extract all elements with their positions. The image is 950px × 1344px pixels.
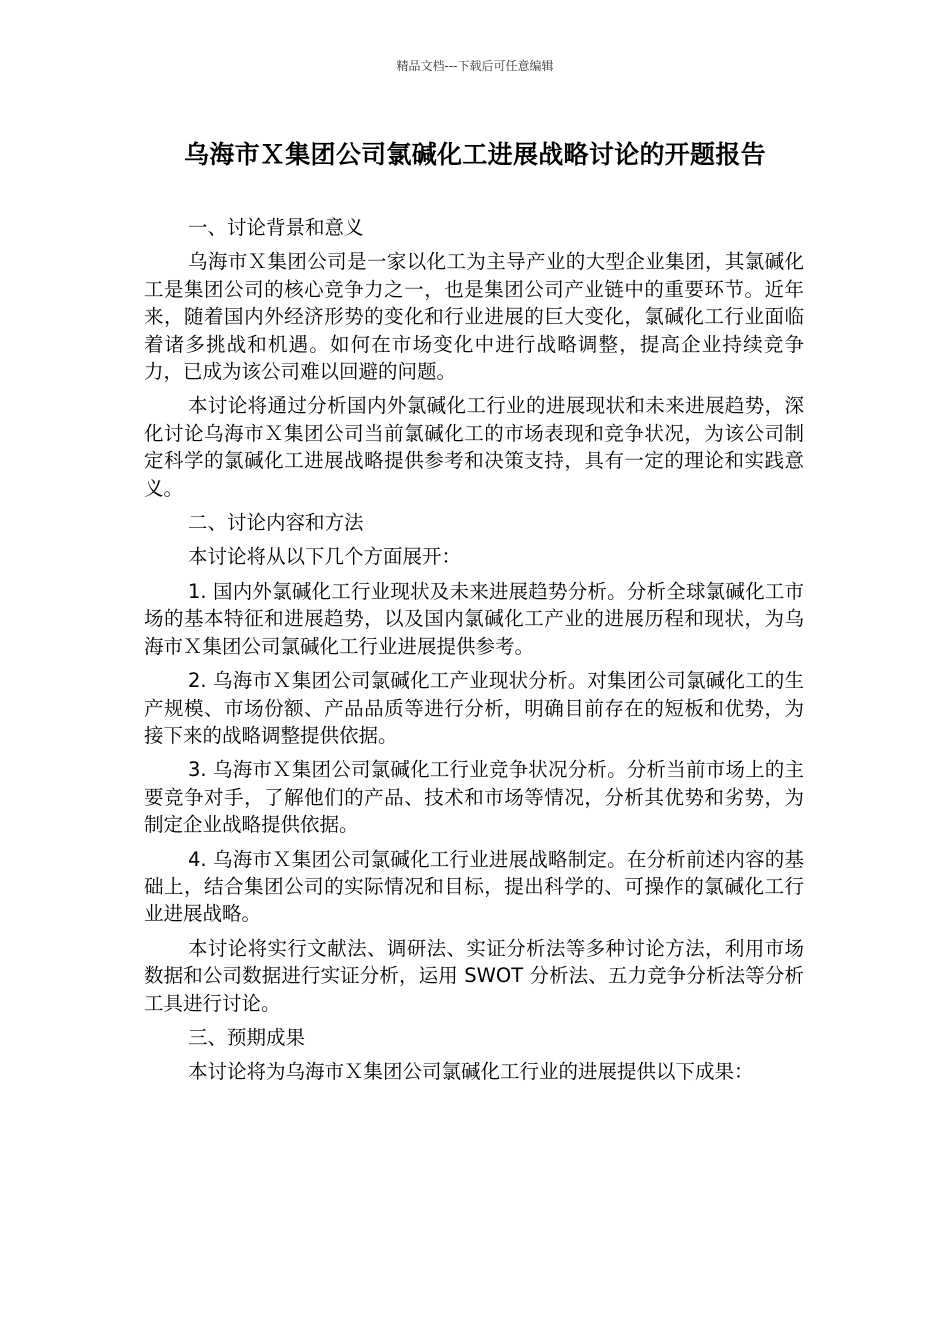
- paragraph-background-1: 乌海市Ｘ集团公司是一家以化工为主导产业的大型企业集团，其氯碱化工是集团公司的核心竞争力之一，也是集团公司产业链中的重要环节。近年来，随着国内外经济形势的变化和行业进展的巨大变化，氯碱化工行业面临着诸多挑战和机遇。如何在市场变化中进行战略调整，提高企业持续竞争力，已成为该公司难以回避的问题。: [144, 250, 804, 384]
- section-heading-expected-results: 三、预期成果: [188, 1025, 306, 1049]
- document-title: 乌海市Ｘ集团公司氯碱化工进展战略讨论的开题报告: [184, 140, 766, 169]
- paragraph-background-2: 本讨论将通过分析国内外氯碱化工行业的进展现状和未来进展趋势，深化讨论乌海市Ｘ集团公司当前氯碱化工的市场表现和竞争状况，为该公司制定科学的氯碱化工进展战略提供参考和决策支持，具有一定的理论和实践意义。: [144, 394, 804, 500]
- list-item-3: 3. 乌海市Ｘ集团公司氯碱化工行业竞争状况分析。分析当前市场上的主要竞争对手，了解他们的产品、技术和市场等情况，分析其优势和劣势，为制定企业战略提供依据。: [144, 758, 804, 837]
- section-heading-background: 一、讨论背景和意义: [188, 216, 364, 239]
- paragraph-content-intro: 本讨论将从以下几个方面展开：: [188, 545, 462, 569]
- list-item-4: 4. 乌海市Ｘ集团公司氯碱化工行业进展战略制定。在分析前述内容的基础上，结合集团公司的实际情况和目标，提出科学的、可操作的氯碱化工行业进展战略。: [144, 847, 804, 926]
- list-item-1: 1. 国内外氯碱化工行业现状及未来进展趋势分析。分析全球氯碱化工市场的基本特征和进展趋势，以及国内氯碱化工产业的进展历程和现状，为乌海市Ｘ集团公司氯碱化工行业进展提供参考。: [144, 579, 804, 658]
- page-header: 精品文档---下载后可任意编辑: [396, 59, 554, 73]
- list-item-2: 2. 乌海市Ｘ集团公司氯碱化工产业现状分析。对集团公司氯碱化工的生产规模、市场份额、产品品质等进行分析，明确目前存在的短板和优势，为接下来的战略调整提供依据。: [144, 669, 804, 747]
- document-body: [144, 214, 804, 1093]
- paragraph-methods: 本讨论将实行文献法、调研法、实证分析法等多种讨论方法，利用市场数据和公司数据进行实证分析，运用 SWOT 分析法、五力竞争分析法等分析工具进行讨论。: [144, 936, 804, 1015]
- section-heading-content-methods: 二、讨论内容和方法: [188, 511, 364, 535]
- paragraph-expected-results: 本讨论将为乌海市Ｘ集团公司氯碱化工行业的进展提供以下成果：: [188, 1060, 754, 1084]
